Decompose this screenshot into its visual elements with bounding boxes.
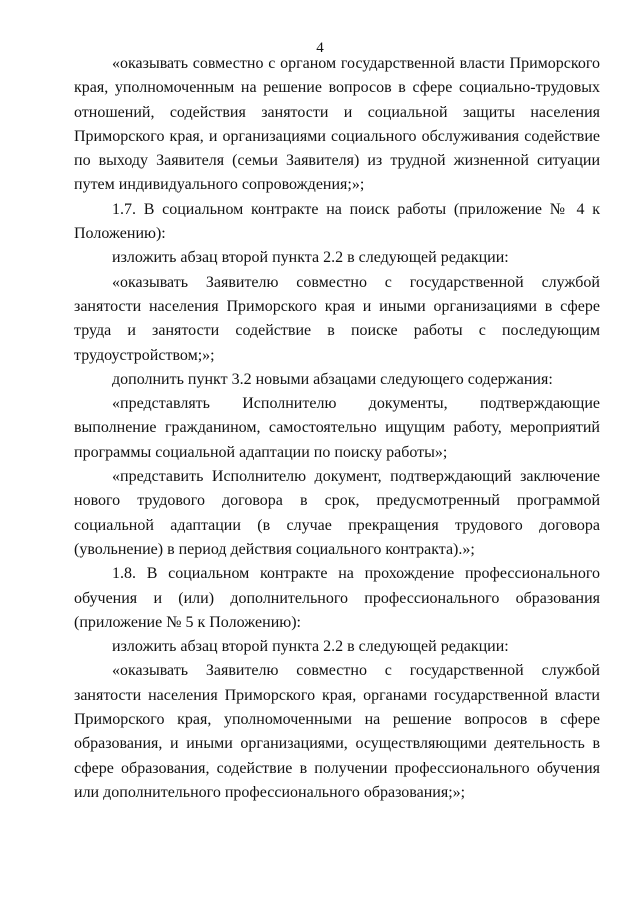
page-number: 4 bbox=[316, 40, 324, 56]
document-body bbox=[74, 52, 600, 805]
paragraph-quote-support-exit: «оказывать совместно с органом государственной власти Приморского края, уполномоченным на решение вопросов в сфере социально-трудовых отношений, содействия занятости и социальной защиты населения Приморского края, и организациями социального обслуживания содействие по выходу Заявителя (семьи Заявителя) из трудной жизненной ситуации путем индивидуального сопровождения;»; bbox=[74, 55, 600, 194]
paragraph-quote-education: «оказывать Заявителю совместно с государственной службой занятости населения Приморского края, органами государственной власти Приморского края, уполномоченными на решение вопросов в сфере образования, и иными организациями, осуществляющими деятельность в сфере образования, содействие в получении профессионального обучения или дополнительного профессионального образования;»; bbox=[74, 662, 600, 801]
paragraph-quote-job-search: «оказывать Заявителю совместно с государственной службой занятости населения Приморского края и иными организациями в сфере труда и занятости содействие в поиске работы с последующим трудоустройством;»; bbox=[74, 273, 600, 364]
paragraph-instruction: изложить абзац второй пункта 2.2 в следующей редакции: bbox=[112, 249, 509, 267]
paragraph-quote-contract: «представить Исполнителю документ, подтверждающий заключение нового трудового договора в срок, предусмотренный программой социальной адаптации (в случае прекращения трудового договора (увольнение) в период действия социального контракта).»; bbox=[74, 468, 600, 558]
paragraph-item-1-7: 1.7. В социальном контракте на поиск работы (приложение № 4 к Положению): bbox=[74, 200, 600, 243]
paragraph-instruction: дополнить пункт 3.2 новыми абзацами следующего содержания: bbox=[112, 370, 553, 388]
paragraph-quote-documents: «представлять Исполнителю документы, подтверждающие выполнение гражданином, самостоятельно ищущим работу, мероприятий программы социальной адаптации по поиску работы»; bbox=[74, 395, 600, 461]
paragraph-item-1-8: 1.8. В социальном контракте на прохождение профессионального обучения и (или) дополнительного профессионального образования (приложение № 5 к Положению): bbox=[74, 565, 600, 631]
paragraph-instruction: изложить абзац второй пункта 2.2 в следующей редакции: bbox=[112, 638, 509, 656]
